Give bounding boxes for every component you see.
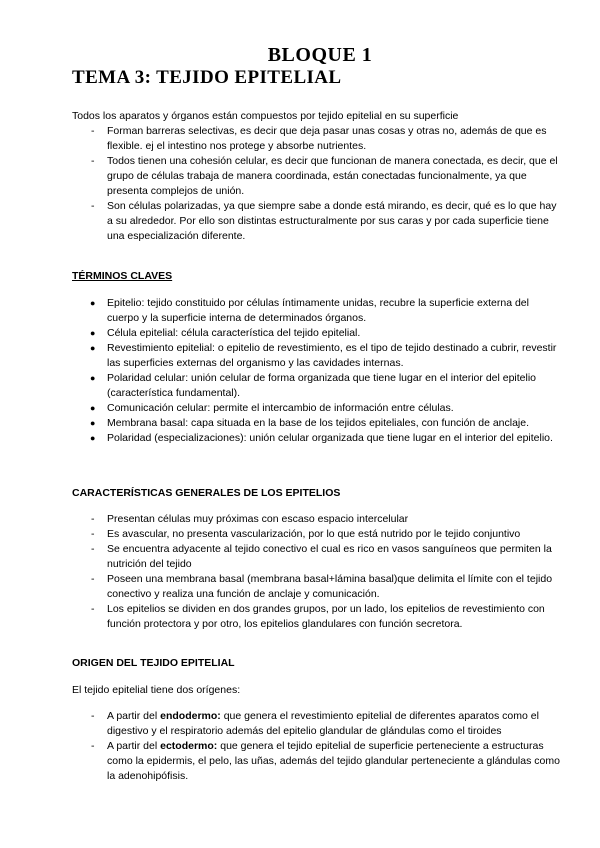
block-title: BLOQUE 1 <box>267 44 373 66</box>
ectodermo-term: ectodermo: <box>160 740 218 752</box>
list-item: - Forman barreras selectivas, es decir que deja pasar unas cosas y otras no, además de que es flexible. ej el intestino nos protege y absorbe nutrientes. <box>91 125 547 152</box>
list-item: - Presentan células muy próximas con escaso espacio intercelular <box>91 513 409 525</box>
list-item: ● Célula epitelial: célula característica del tejido epitelial. <box>90 327 361 339</box>
list-item: - A partir del endodermo: que genera el revestimiento epitelial de diferentes aparatos como el digestivo y el respiratorio además del epitelio glandular de glándulas como el tiroides <box>91 710 539 737</box>
list-item: ● Epitelio: tejido constituido por células íntimamente unidas, recubre la superficie externa del cuerpo y la superficie interna de determinados órganos. <box>90 297 529 324</box>
terminos-list <box>91 296 561 446</box>
list-item: - Los epitelios se dividen en dos grandes grupos, por un lado, los epitelios de revestimiento con función protectora y por otro, los epitelios glandulares con función secretora. <box>91 603 545 630</box>
caracteristicas-list <box>91 512 561 632</box>
intro-list <box>91 124 561 244</box>
caracteristicas-heading: CARACTERÍSTICAS GENERALES DE LOS EPITELIOS <box>72 487 341 499</box>
topic-title: TEMA 3: TEJIDO EPITELIAL <box>72 67 342 88</box>
list-item: ● Revestimiento epitelial: o epitelio de revestimiento, es el tipo de tejido destinado a cubrir, revestir las superficies externas del organismo y las cavidades internas. <box>90 342 557 369</box>
list-item: ● Polaridad (especializaciones): unión celular organizada que tiene lugar en el interior del epitelio. <box>90 432 553 444</box>
list-item: - Poseen una membrana basal (membrana basal+lámina basal)que delimita el límite con el tejido conectivo y realiza una función de anclaje y comunicación. <box>91 573 553 600</box>
intro-text: Todos los aparatos y órganos están compuestos por tejido epitelial en su superficie <box>72 110 459 122</box>
list-item: ● Polaridad celular: unión celular de forma organizada que tiene lugar en el interior del epitelio (característica fundamental). <box>90 372 537 399</box>
list-item: - Es avascular, no presenta vascularización, por lo que está nutrido por le tejido conjuntivo <box>91 528 521 540</box>
endodermo-term: endodermo: <box>160 710 221 722</box>
list-item: - Son células polarizadas, ya que siempre sabe a donde está mirando, es decir, qué es lo que hay a su alrededor. Por ello son distintas estructuralmente por sus caras y por cada superficie tiene una especialización diferente. <box>91 200 557 242</box>
list-item: - Se encuentra adyacente al tejido conectivo el cual es rico en vasos sanguíneos que permiten la nutrición del tejido <box>91 543 552 570</box>
terminos-heading: TÉRMINOS CLAVES <box>72 270 173 282</box>
origen-list <box>91 709 561 784</box>
list-item: - Todos tienen una cohesión celular, es decir que funcionan de manera conectada, es decir, que el grupo de células trabaja de manera coordinada, están conectadas funcionalmente, ya que presenta complejos de unión. <box>91 155 558 197</box>
list-item: ● Comunicación celular: permite el intercambio de información entre células. <box>90 402 454 414</box>
origen-heading: ORIGEN DEL TEJIDO EPITELIAL <box>72 657 235 669</box>
origen-text: El tejido epitelial tiene dos orígenes: <box>72 684 241 696</box>
list-item: ● Membrana basal: capa situada en la base de los tejidos epiteliales, con función de anclaje. <box>90 417 530 429</box>
list-item: - A partir del ectodermo: que genera el tejido epitelial de superficie perteneciente a estructuras como la epidermis, el pelo, las uñas, además del tejido glandular perteneciente a glándulas como la adenohipófisis. <box>91 740 560 782</box>
